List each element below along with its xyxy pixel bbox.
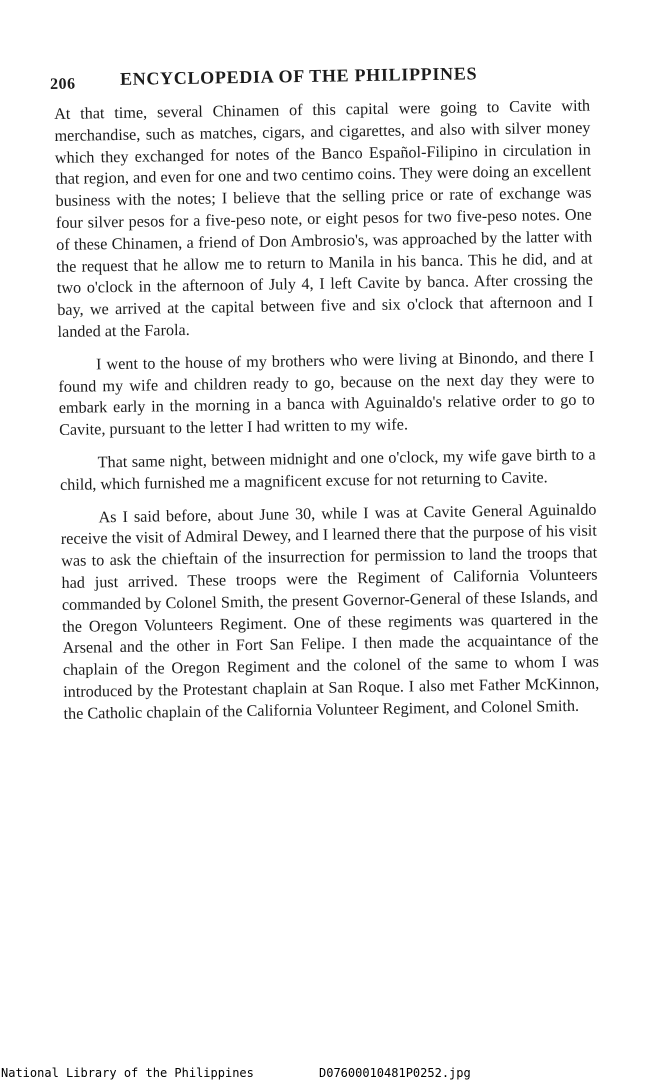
- paragraph-2: I went to the house of my brothers who were living at Binondo, and there I found my wife and children ready to go, because on the next day they were to embark early in the morning in a banca with Aguinaldo's relative order to go to Cavite, pursuant to the letter I had written to my wife.: [58, 347, 595, 440]
- library-credit: National Library of the Philippines: [1, 1066, 254, 1080]
- paragraph-1: At that time, several Chinamen of this capital were going to Cavite with merchandise, such as matches, cigars, and cigarettes, and also with silver money which they exchanged for notes of the Banco Español-Filipino in circulation in that region, and even for one and two centimo coins. They were doing an excellent business with the notes; I believe that the selling price or rate of exchange was four silver pesos for a five-peso note, or eight pesos for two five-peso notes. One of these Chinamen, a friend of Don Ambrosio's, was approached by the latter with the request that he allow me to return to Manila in his banca. This he did, and at two o'clock in the afternoon of July 4, I left Cavite by banca. After crossing the bay, we arrived at the capital between five and six o'clock that afternoon and I landed at the Farola.: [54, 96, 594, 341]
- paragraph-4: As I said before, about June 30, while I was at Cavite General Aguinaldo receive the visit of Admiral Dewey, and I learned there that the purpose of his visit was to ask the chieftain of the insurrection for permission to land the troops that had just arrived. These troops were the Regiment of California Volunteers commanded by Colonel Smith, the present Governor-General of these Islands, and the Oregon Volunteers Regiment. One of these regiments was quartered in the Arsenal and the other in Fort San Felipe. I then made the acquaintance of the chaplain of the Oregon Regiment and the colonel of the same to whom I was introduced by the Protestant chaplain at San Roque. I also met Father McKinnon, the Catholic chaplain of the California Volunteer Regiment, and Colonel Smith.: [60, 500, 600, 723]
- body-text: [54, 96, 600, 737]
- page-header: [50, 58, 590, 96]
- scan-footer: [0, 1066, 654, 1081]
- image-filename: D07600010481P0252.jpg: [319, 1066, 471, 1080]
- paragraph-3: That same night, between midnight and one o'clock, my wife gave birth to a child, which furnished me a magnificent excuse for not returning to Cavite.: [59, 445, 596, 494]
- running-title: ENCYCLOPEDIA OF THE PHILIPPINES: [119, 63, 478, 89]
- page-number: 206: [49, 75, 76, 93]
